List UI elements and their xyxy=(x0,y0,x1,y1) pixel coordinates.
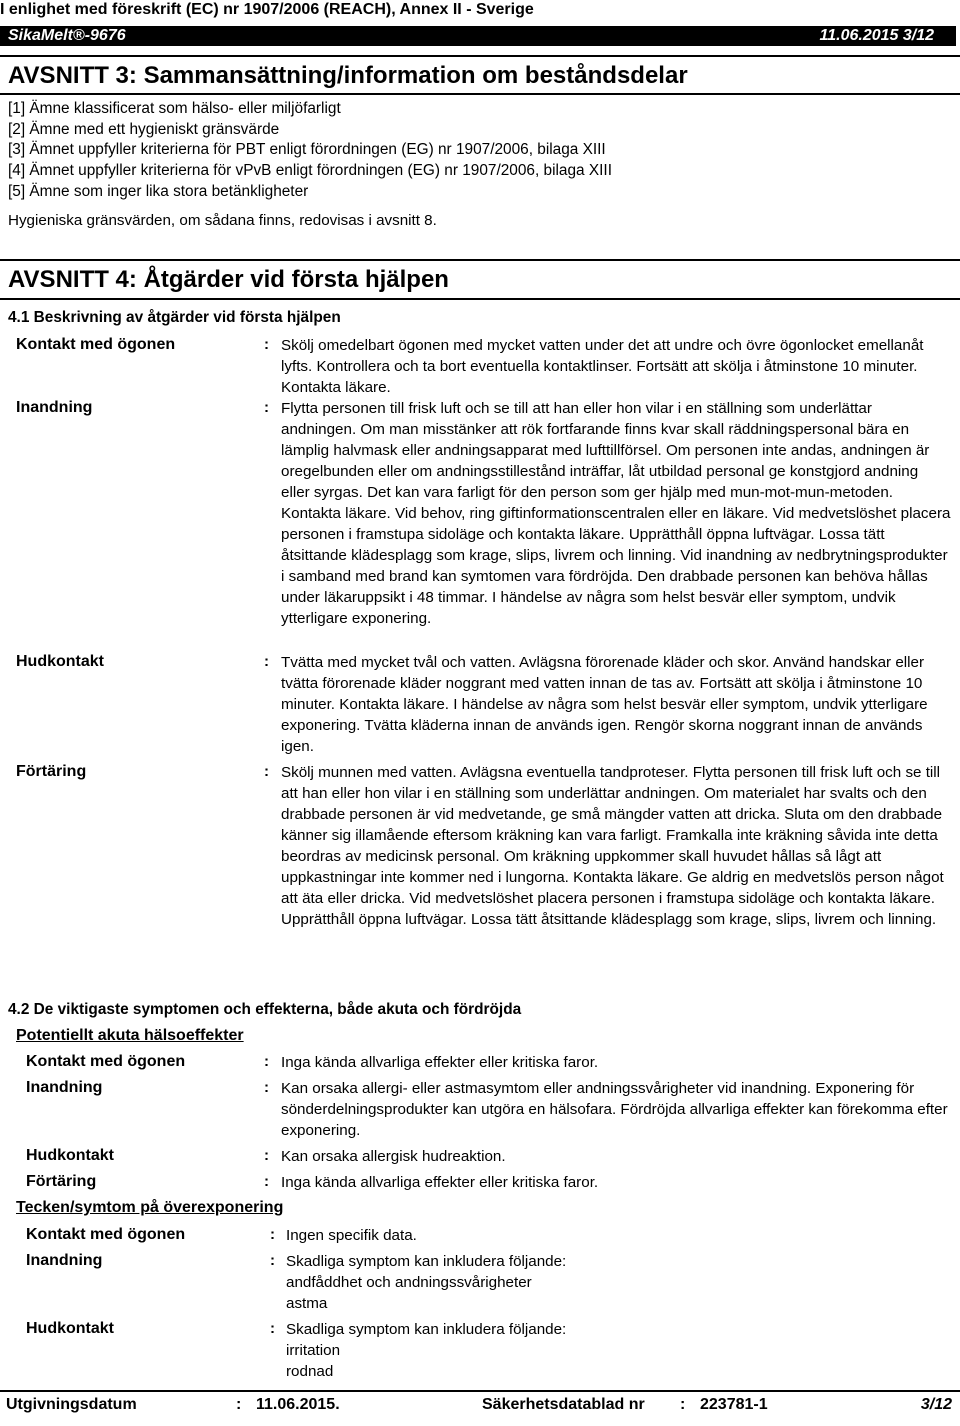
note-item: [1] Ämne klassificerat som hälso- eller miljöfarligt xyxy=(8,100,341,117)
sds-number-label: Säkerhetsdatablad nr xyxy=(482,1396,645,1413)
note-item: [3] Ämnet uppfyller kriterierna för PBT enligt förordningen (EG) nr 1907/2006, bilaga XIII xyxy=(8,141,606,159)
product-bar xyxy=(0,26,956,46)
section4-heading: AVSNITT 4: Åtgärder vid första hjälpen xyxy=(8,266,449,293)
section3-notes xyxy=(8,99,612,202)
hygiene-note: Hygieniska gränsvärden, om sådana finns, redovisas i avsnitt 8. xyxy=(8,212,437,229)
text-inhalation: Flytta personen till frisk luft och se till att han eller hon vilar i en ställning som underlättar andningen. Om man misstänker att rök fortfarande finns kvar skall räddningspersonal bära en lämplig halvmask eller andningsapparat med lufttillförsel. Om personen inte andas, andningen är oregelbunden eller om andningsstillestånd inträffar, låt utbildad personal ge konstgjord andning eller syrgas. Det kan vara farligt för den person som ger hjälp med mun-mot-mun-metoden. Kontakta läkare. Vid behov, ring giftinformationscentralen eller en läkare. Vid medvetslöshet placera personen i framstupa sidoläge och kontakta läkare. Upprätthåll öppna luftvägar. Lossa tätt åtsittande klädesplagg som krage, slips, livrem och linning. Vid inandning av nedbrytningsprodukter i samband med brand kan symtomen vara fördröjda. Den drabbade personen kan behöva hållas under läkaruppsikt i 48 timmar. I händelse av några som helst besvär eller symptom, undvik ytterligare exponering. xyxy=(281,400,951,627)
colon: : xyxy=(264,336,269,353)
text-skin-contact: Tvätta med mycket tvål och vatten. Avlägsna förorenade kläder och skor. Använd handskar eller tvätta förorenade kläder noggrant med vatten innan de tas av. Fortsätt att skölja i åtminstone 10 minuter. Kontakta läkare. I händelse av några som helst besvär eller symptom, undvik ytterligare exponering. Tvätta kläderna innan de används igen. Rengör skorna noggrant innan de används igen. xyxy=(281,654,928,755)
colon: : xyxy=(270,1226,275,1243)
date-page: 11.06.2015 3/12 xyxy=(819,27,934,44)
colon: : xyxy=(236,1396,242,1413)
over-line: astma xyxy=(286,1295,328,1312)
acute-effects-heading: Potentiellt akuta hälsoeffekter xyxy=(16,1027,244,1044)
over-line: andfåddhet och andningssvårigheter xyxy=(286,1274,532,1291)
note-item: [5] Ämne som inger lika stora betänkligheter xyxy=(8,182,309,200)
colon: : xyxy=(264,399,269,416)
colon: : xyxy=(270,1320,275,1337)
section3-rule-top xyxy=(0,55,960,57)
colon: : xyxy=(270,1252,275,1269)
acute-label-ingestion: Förtäring xyxy=(26,1173,97,1190)
over-line: Skadliga symptom kan inkludera följande: xyxy=(286,1253,567,1270)
section4-rule-top xyxy=(0,259,960,261)
colon: : xyxy=(264,1173,269,1190)
over-line: Skadliga symptom kan inkludera följande: xyxy=(286,1321,567,1338)
section3-heading: AVSNITT 3: Sammansättning/information om beståndsdelar xyxy=(8,62,688,89)
acute-label-inhalation: Inandning xyxy=(26,1079,103,1096)
page-footer xyxy=(0,1390,960,1420)
text-eye-contact: Skölj omedelbart ögonen med mycket vatten under det att undre och övre ögonlocket emellanåt lyfts. Kontrollera och ta bort eventuella kontaktlinser. Fortsätt att skölja i åtminstone 10 minuter. Kontakta läkare. xyxy=(281,337,924,396)
label-ingestion: Förtäring xyxy=(16,763,87,780)
acute-text-eye: Inga kända allvarliga effekter eller kritiska faror. xyxy=(281,1054,599,1071)
over-text-eye xyxy=(286,1225,946,1246)
product-name: SikaMelt®-9676 xyxy=(8,27,126,44)
label-inhalation: Inandning xyxy=(16,399,93,416)
over-label-inhalation: Inandning xyxy=(26,1252,103,1269)
document-title: I enlighet med föreskrift (EC) nr 1907/2006 (REACH), Annex II - Sverige xyxy=(0,1,534,18)
colon: : xyxy=(264,1079,269,1096)
over-label-eye: Kontakt med ögonen xyxy=(26,1226,186,1243)
over-text-inhalation xyxy=(286,1251,946,1314)
issue-date: 11.06.2015. xyxy=(256,1396,340,1413)
page-number: 3/12 xyxy=(920,1396,952,1413)
label-eye-contact: Kontakt med ögonen xyxy=(16,336,176,353)
over-line: rodnad xyxy=(286,1363,334,1380)
acute-text-inhalation: Kan orsaka allergi- eller astmasymtom eller andningssvårigheter vid inandning. Exponering för sönderdelningsprodukter kan utgöra en hälsofara. Fördröjda allvarliga effekter kan förekomma efter exponering. xyxy=(281,1080,948,1139)
colon: : xyxy=(680,1396,686,1413)
sds-number: 223781-1 xyxy=(700,1396,768,1413)
acute-label-skin: Hudkontakt xyxy=(26,1147,114,1164)
overexposure-heading: Tecken/symtom på överexponering xyxy=(16,1199,284,1216)
over-text-skin xyxy=(286,1319,946,1382)
over-line: irritation xyxy=(286,1342,341,1359)
subsection-4-2: 4.2 De viktigaste symptomen och effekterna, både akuta och fördröjda xyxy=(8,1001,522,1018)
section3-rule-bottom xyxy=(0,93,960,95)
label-skin-contact: Hudkontakt xyxy=(16,653,104,670)
colon: : xyxy=(264,1053,269,1070)
note-item: [2] Ämne med ett hygieniskt gränsvärde xyxy=(8,120,280,138)
acute-text-ingestion: Inga kända allvarliga effekter eller kritiska faror. xyxy=(281,1174,599,1191)
colon: : xyxy=(264,653,269,670)
section4-rule-bottom xyxy=(0,298,960,300)
over-line: Ingen specifik data. xyxy=(286,1227,417,1244)
over-label-skin: Hudkontakt xyxy=(26,1320,114,1337)
acute-text-skin: Kan orsaka allergisk hudreaktion. xyxy=(281,1148,506,1165)
colon: : xyxy=(264,1147,269,1164)
subsection-4-1: 4.1 Beskrivning av åtgärder vid första hjälpen xyxy=(8,309,341,326)
issue-date-label: Utgivningsdatum xyxy=(6,1396,137,1413)
acute-label-eye: Kontakt med ögonen xyxy=(26,1053,186,1070)
note-item: [4] Ämnet uppfyller kriterierna för vPvB enligt förordningen (EG) nr 1907/2006, bilaga XIII xyxy=(8,162,612,180)
text-ingestion: Skölj munnen med vatten. Avlägsna eventuella tandproteser. Flytta personen till frisk luft och se till att han eller hon vilar i en ställning som underlättar andningen. Om materialet har svalts och den drabbade personen är vid medvetande, ge små mängder vatten att dricka. Sluta om den drabbade känner sig illamående eftersom kräkning kan vara farligt. Framkalla inte kräkning såvida inte detta beordras av medicinsk personal. Om kräkning uppkommer skall huvudet hållas så lågt att uppkastningar inte kommer ned i lungorna. Kontakta läkare. Ge aldrig en medvetslös person något att äta eller dricka. Vid medvetslöshet placera personen i framstupa sidoläge och kontakta läkare. Upprätthåll öppna luftvägar. Lossa tätt åtsittande klädesplagg som krage, slips, livrem och linning. xyxy=(281,764,944,928)
colon: : xyxy=(264,763,269,780)
